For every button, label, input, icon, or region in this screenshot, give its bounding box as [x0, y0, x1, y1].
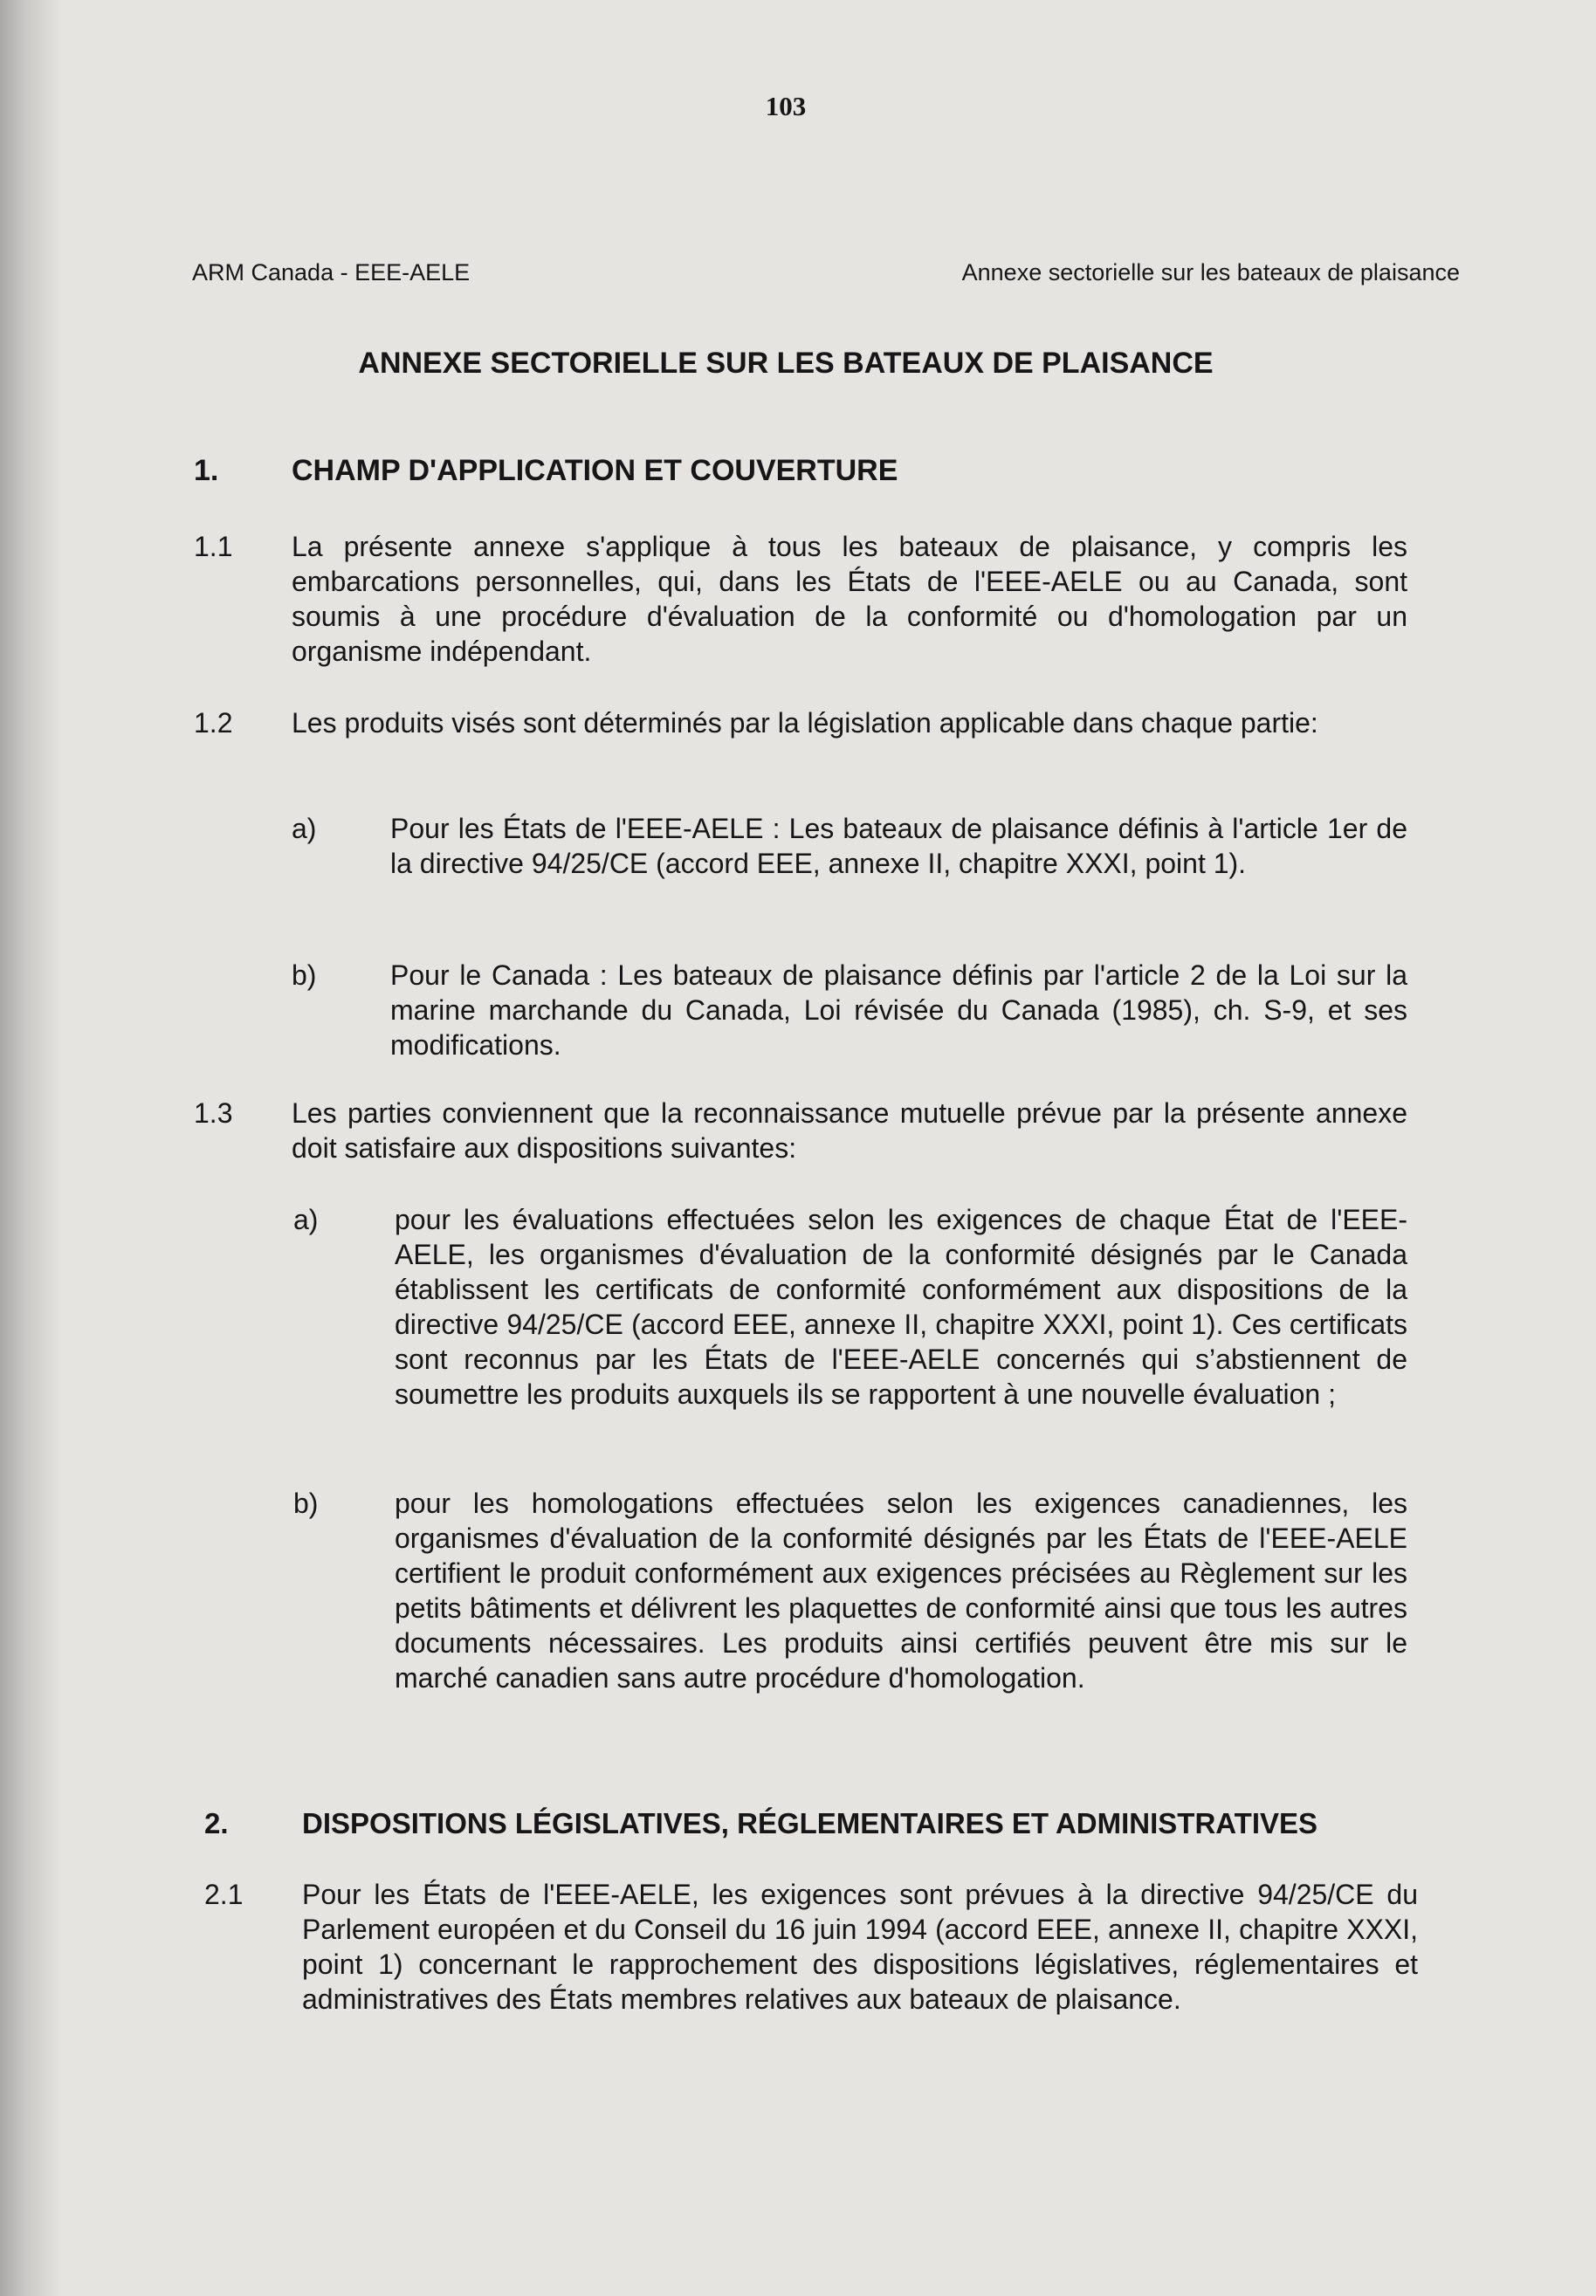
item-label: a) — [293, 1204, 319, 1235]
item-1-3-a — [293, 1202, 1407, 1412]
paragraph-number: 1.2 — [194, 707, 233, 739]
section-2-heading — [204, 1807, 1427, 1840]
running-header-right: Annexe sectorielle sur les bateaux de plaisance — [961, 259, 1460, 285]
running-header-left: ARM Canada - EEE-AELE — [192, 259, 471, 285]
paragraph-text: Pour les États de l'EEE-AELE, les exigences sont prévues à la directive 94/25/CE du Parlement européen et du Conseil du 16 juin 1994 (accord EEE, annexe II, chapitre XXXI, point 1) concernant le rapprochement des dispositions législatives, réglementaires et administratives des États membres relatives aux bateaux de plaisance. — [302, 1879, 1418, 2015]
item-label: b) — [293, 1488, 319, 1519]
section-1-heading — [194, 454, 1416, 488]
section-2-title: DISPOSITIONS LÉGISLATIVES, RÉGLEMENTAIRES ET ADMINISTRATIVES — [302, 1807, 1318, 1839]
paragraph-number: 2.1 — [204, 1879, 244, 1910]
item-1-3-b — [293, 1486, 1407, 1695]
paragraph-text: Les produits visés sont déterminés par la législation applicable dans chaque partie: — [292, 707, 1318, 739]
paragraph-number: 1.3 — [194, 1097, 233, 1129]
paragraph-1-3 — [194, 1096, 1407, 1165]
paragraph-number: 1.1 — [194, 531, 233, 562]
paragraph-text: Les parties conviennent que la reconnaissance mutuelle prévue par la présente annexe doit satisfaire aux dispositions suivantes: — [292, 1097, 1407, 1164]
item-text: Pour le Canada : Les bateaux de plaisance définis par l'article 2 de la Loi sur la marine marchande du Canada, Loi révisée du Canada (1985), ch. S-9, et ses modifications. — [390, 959, 1407, 1061]
section-1-title: CHAMP D'APPLICATION ET COUVERTURE — [292, 454, 898, 487]
item-1-2-a — [292, 811, 1407, 881]
scan-edge-shadow — [0, 0, 61, 2296]
item-label: a) — [292, 813, 317, 844]
paragraph-1-1 — [194, 529, 1407, 669]
item-text: pour les homologations effectuées selon les exigences canadiennes, les organismes d'évaluation de la conformité désignés par les États de l'EEE-AELE certifient le produit conformément aux exigences précisées au Règlement sur les petits bâtiments et délivrent les plaquettes de conformité ainsi que tous les autres documents nécessaires. Les produits ainsi certifiés peuvent être mis sur le marché canadien sans autre procédure d'homologation. — [395, 1488, 1407, 1694]
page-number: 103 — [765, 91, 807, 121]
item-label: b) — [292, 959, 317, 991]
section-2-number: 2. — [204, 1807, 229, 1839]
item-1-2-b — [292, 958, 1407, 1062]
paragraph-text: La présente annexe s'applique à tous les bateaux de plaisance, y compris les embarcations personnelles, qui, dans les États de l'EEE-AELE ou au Canada, sont soumis à une procédure d'évaluation de la conformité ou d'homologation par un organisme indépendant. — [292, 531, 1407, 667]
paragraph-2-1 — [204, 1877, 1418, 2017]
item-text: pour les évaluations effectuées selon les exigences de chaque État de l'EEE-AELE, les organismes d'évaluation de la conformité désignés par le Canada établissent les certificats de conformité conformément aux dispositions de la directive 94/25/CE (accord EEE, annexe II, chapitre XXXI, point 1). Ces certificats sont reconnus par les États de l'EEE-AELE concernés qui s’abstiennent de soumettre les produits auxquels ils se rapportent à une nouvelle évaluation ; — [395, 1204, 1407, 1410]
document-title: ANNEXE SECTORIELLE SUR LES BATEAUX DE PLAISANCE — [358, 347, 1214, 380]
paragraph-1-2 — [194, 705, 1407, 740]
section-1-number: 1. — [194, 454, 219, 487]
item-text: Pour les États de l'EEE-AELE : Les bateaux de plaisance définis à l'article 1er de la directive 94/25/CE (accord EEE, annexe II, chapitre XXXI, point 1). — [390, 813, 1407, 879]
